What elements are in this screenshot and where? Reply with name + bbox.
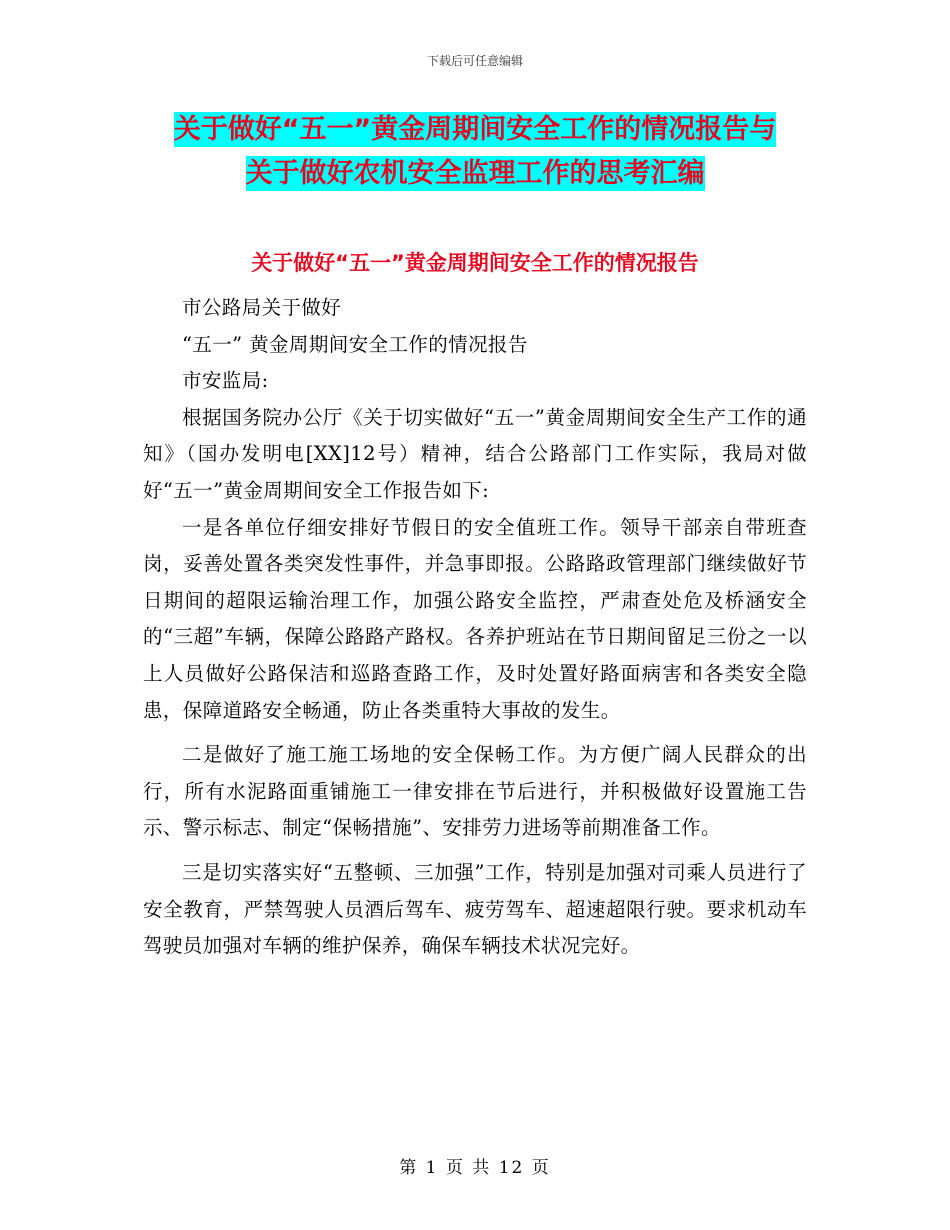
page-number: 第 1 页 共 12 页 — [399, 1158, 551, 1178]
paragraph-intro: 根据国务院办公厅《关于切实做好“五一”黄金周期间安全生产工作的通知》（国办发明电[XX]12号）精神，结合公路部门工作实际，我局对做好“五一”黄金周期间安全工作报告如下: — [143, 405, 807, 502]
paragraph-point-1: 一是各单位仔细安排好节假日的安全值班工作。领导干部亲自带班查岗，妥善处置各类突发性事件，并急事即报。公路路政管理部门继续做好节日期间的超限运输治理工作，加强公路安全监控，严肃查处危及桥涵安全的“三超”车辆，保障公路路产路权。各养护班站在节日期间留足三份之一以上人员做好公路保洁和巡路查路工作，及时处置好路面病害和各类安全隐患，保障道路安全畅通，防止各类重特大事故的发生。 — [143, 515, 807, 722]
document-title-line-2: 关于做好农机安全监理工作的思考汇编 — [245, 158, 705, 189]
document-title — [0, 108, 950, 196]
paragraph-point-3: 三是切实落实好“五整顿、三加强”工作，特别是加强对司乘人员进行了安全教育，严禁驾驶人员酒后驾车、疲劳驾车、超速超限行驶。要求机动车驾驶员加强对车辆的维护保养，确保车辆技术状况完好。 — [143, 860, 807, 958]
paragraph-addressee-line-2: “五一” 黄金周期间安全工作的情况报告 — [182, 332, 528, 356]
document-title-line-1: 关于做好“五一”黄金周期间安全工作的情况报告与 — [173, 114, 777, 145]
header-note: 下载后可任意编辑 — [426, 54, 523, 68]
body-text — [143, 290, 807, 965]
paragraph-addressee-line-1: 市公路局关于做好 — [182, 296, 342, 319]
paragraph-recipient: 市安监局: — [182, 369, 269, 393]
section-title: 关于做好“五一”黄金周期间安全工作的情况报告 — [251, 251, 699, 275]
paragraph-point-2: 二是做好了施工施工场地的安全保畅工作。为方便广阔人民群众的出行，所有水泥路面重铺施工一律安排在节后进行，并积极做好设置施工告示、警示标志、制定“保畅措施”、安排劳力进场等前期准备工作。 — [143, 743, 807, 840]
